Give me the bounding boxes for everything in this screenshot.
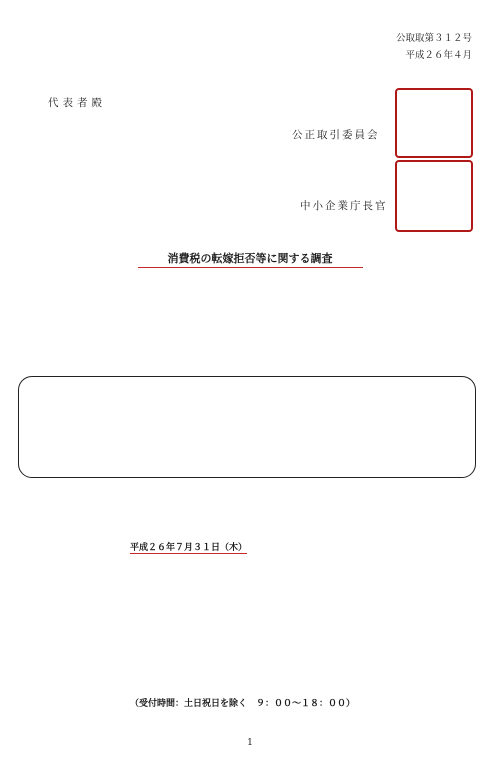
deadline-date: 平成２６年７月３１日（木） xyxy=(130,543,248,553)
notice-box xyxy=(18,376,476,478)
official-seal-sme xyxy=(395,160,473,232)
issuer-ftc: 公正取引委員会 xyxy=(292,129,380,141)
document-title xyxy=(0,250,500,266)
issuer-sme-agency: 中小企業庁長官 xyxy=(300,200,388,212)
contact-hours: （受付時間：土日祝日を除く ９：００〜１８：００） xyxy=(130,699,356,709)
ref-line: 公取取第３１２号 xyxy=(395,33,472,44)
document-reference xyxy=(396,30,472,64)
item-deadline xyxy=(24,541,247,556)
contact-hours-line xyxy=(24,697,355,712)
page-number: 1 xyxy=(247,738,253,748)
official-seal-ftc xyxy=(395,88,473,158)
ref-line: 平成２６年４月 xyxy=(405,50,472,61)
title-text: 消費税の転嫁拒否等に関する調査 xyxy=(138,252,363,268)
addressee: 代表者殿 xyxy=(48,97,106,109)
